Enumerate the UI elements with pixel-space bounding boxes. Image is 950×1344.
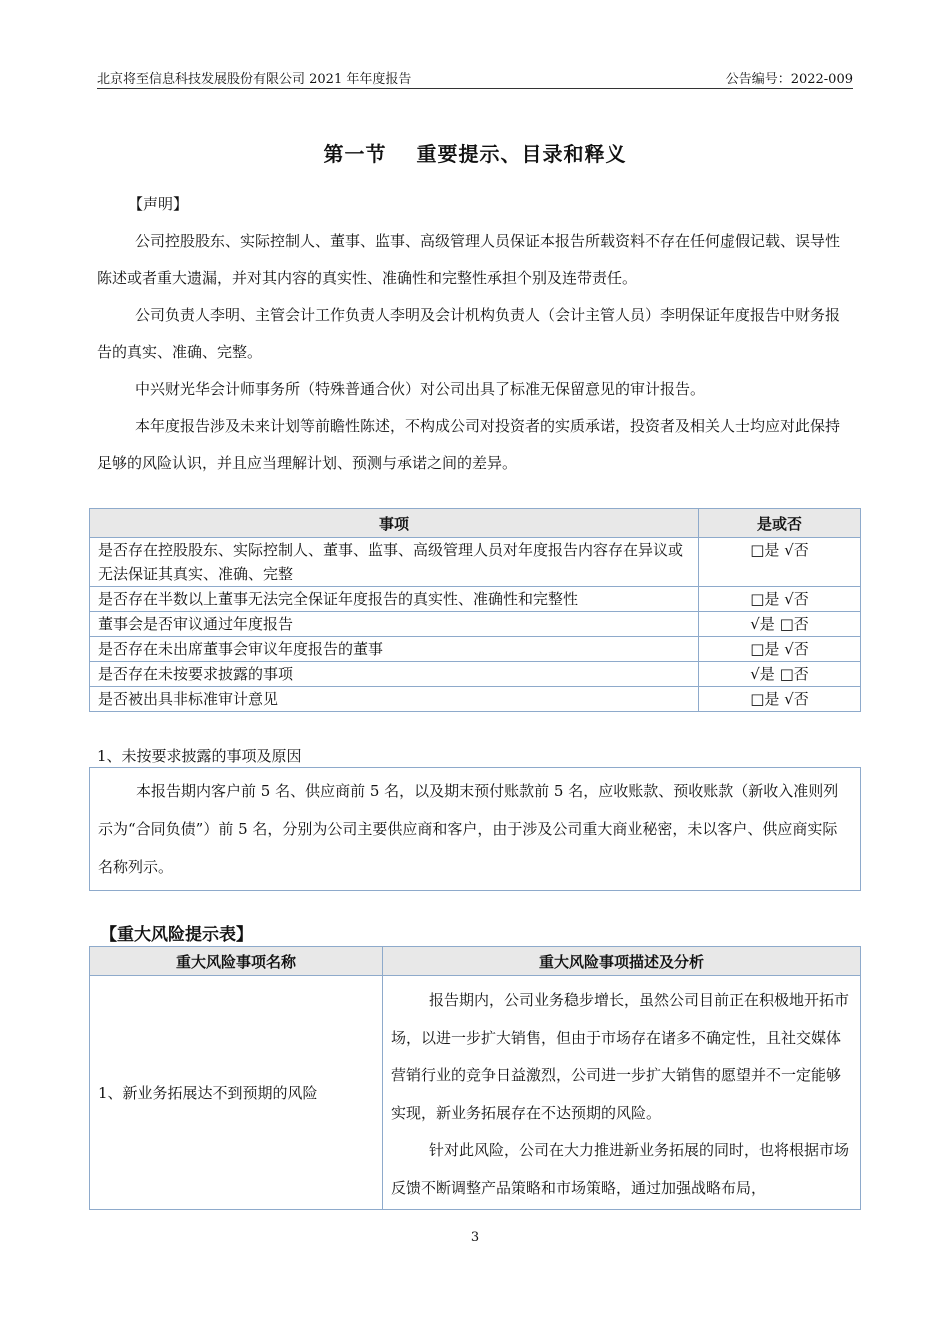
matter-answer: □是 √否 bbox=[699, 538, 861, 587]
table-row bbox=[90, 612, 861, 637]
header-company-report: 北京将至信息科技发展股份有限公司 2021 年年度报告 bbox=[97, 72, 412, 87]
page-header bbox=[97, 64, 853, 89]
section-name: 重要提示、目录和释义 bbox=[416, 142, 627, 166]
page-number: 3 bbox=[470, 1230, 480, 1245]
table-row bbox=[90, 587, 861, 612]
paragraph-forward-looking: 本年度报告涉及未来计划等前瞻性陈述，不构成公司对投资者的实质承诺，投资者及相关人士均应对此保持足够的风险认识，并且应当理解计划、预测与承诺之间的差异。 bbox=[97, 417, 841, 472]
column-header-item: 事项 bbox=[90, 509, 699, 538]
risk-description bbox=[383, 976, 861, 1210]
matter-answer: □是 √否 bbox=[699, 637, 861, 662]
matter-item: 是否存在半数以上董事无法完全保证年度报告的真实性、准确性和完整性 bbox=[90, 587, 699, 612]
matter-item: 是否存在控股股东、实际控制人、董事、监事、高级管理人员对年度报告内容存在异议或无法保证其真实、准确、完整 bbox=[90, 538, 699, 587]
paragraph-auditor: 中兴财光华会计师事务所（特殊普通合伙）对公司出具了标准无保留意见的审计报告。 bbox=[135, 380, 706, 398]
statement-heading: 【声明】 bbox=[128, 195, 189, 213]
table-row bbox=[90, 637, 861, 662]
matters-table bbox=[89, 508, 861, 712]
matter-item: 是否存在未出席董事会审议年度报告的董事 bbox=[90, 637, 699, 662]
table-row bbox=[90, 687, 861, 712]
undisclosed-reason-box: 本报告期内客户前 5 名、供应商前 5 名，以及期末预付账款前 5 名，应收账款、预收账款（新收入准则列示为“合同负债”）前 5 名，分别为公司主要供应商和客户，由于涉及公司重大商业秘密，未以客户、供应商实际名称列示。 bbox=[89, 767, 861, 891]
risk-section-heading: 【重大风险提示表】 bbox=[100, 925, 253, 945]
risk-name: 1、新业务拓展达不到预期的风险 bbox=[90, 976, 383, 1210]
column-header-risk-description: 重大风险事项描述及分析 bbox=[383, 947, 861, 976]
column-header-risk-name: 重大风险事项名称 bbox=[90, 947, 383, 976]
matter-answer: □是 √否 bbox=[699, 687, 861, 712]
matter-item: 董事会是否审议通过年度报告 bbox=[90, 612, 699, 637]
section-number: 第一节 bbox=[323, 142, 387, 166]
table-header-row bbox=[90, 947, 861, 976]
table-row bbox=[90, 662, 861, 687]
matter-answer: √是 □否 bbox=[699, 662, 861, 687]
matter-item: 是否存在未按要求披露的事项 bbox=[90, 662, 699, 687]
header-announcement-number: 公告编号：2022-009 bbox=[725, 72, 853, 87]
table-row bbox=[90, 976, 861, 1210]
paragraph-guarantee: 公司控股股东、实际控制人、董事、监事、高级管理人员保证本报告所载资料不存在任何虚假记载、误导性陈述或者重大遗漏，并对其内容的真实性、准确性和完整性承担个别及连带责任。 bbox=[97, 232, 841, 287]
section-title bbox=[0, 138, 950, 167]
paragraph-responsible-persons: 公司负责人李明、主管会计工作负责人李明及会计机构负责人（会计主管人员）李明保证年度报告中财务报告的真实、准确、完整。 bbox=[97, 306, 841, 361]
matter-item: 是否被出具非标准审计意见 bbox=[90, 687, 699, 712]
table-header-row bbox=[90, 509, 861, 538]
risk-table bbox=[89, 946, 861, 1210]
risk-description-countermeasure: 针对此风险，公司在大力推进新业务拓展的同时，也将根据市场反馈不断调整产品策略和市场策略，通过加强战略布局， bbox=[391, 1141, 850, 1197]
matter-answer: □是 √否 bbox=[699, 587, 861, 612]
table-row bbox=[90, 538, 861, 587]
matter-answer: √是 □否 bbox=[699, 612, 861, 637]
undisclosed-heading: 1、未按要求披露的事项及原因 bbox=[97, 747, 302, 765]
column-header-yes-no: 是或否 bbox=[699, 509, 861, 538]
risk-description-analysis: 报告期内，公司业务稳步增长，虽然公司目前正在积极地开拓市场，以进一步扩大销售，但由于市场存在诸多不确定性，且社交媒体营销行业的竞争日益激烈，公司进一步扩大销售的愿望并不一定能够实现，新业务拓展存在不达预期的风险。 bbox=[391, 991, 850, 1122]
